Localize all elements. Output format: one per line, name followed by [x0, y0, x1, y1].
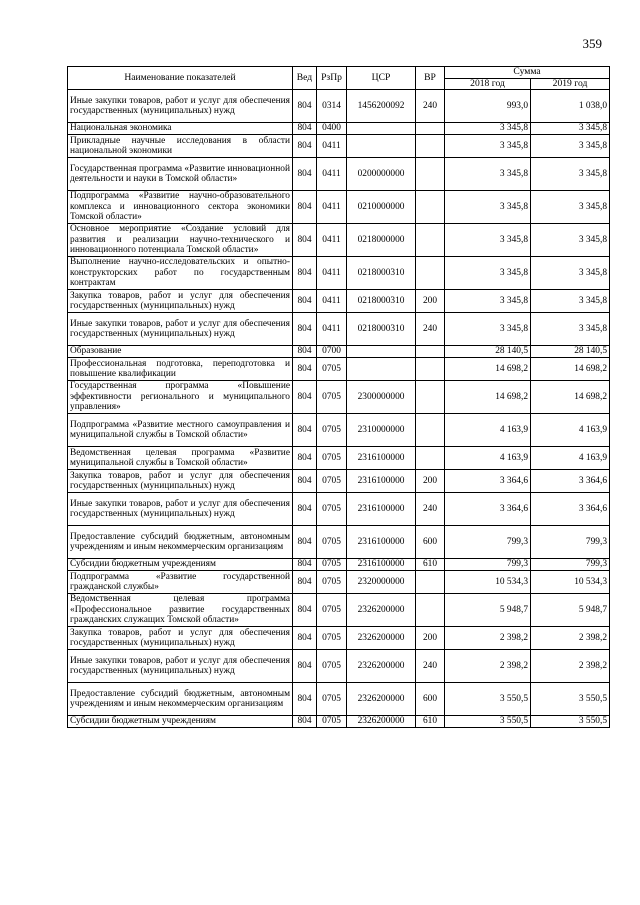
cell-2019: 3 345,8: [531, 158, 610, 191]
cell-2018: 993,0: [445, 90, 531, 123]
table-row: [68, 346, 610, 358]
cell-vr: 240: [416, 313, 445, 346]
cell-ved: 804: [293, 493, 317, 526]
table-row: [68, 716, 610, 728]
cell-vr: 600: [416, 526, 445, 559]
table-row: [68, 627, 610, 650]
cell-vr: 200: [416, 470, 445, 493]
cell-2019: 2 398,2: [531, 650, 610, 683]
cell-ved: 804: [293, 571, 317, 594]
cell-name: Субсидии бюджетным учреждениям: [68, 559, 293, 571]
budget-table: [67, 66, 610, 728]
cell-ved: 804: [293, 346, 317, 358]
cell-name: Закупка товаров, работ и услуг для обеспечения государственных (муниципальных) нужд: [68, 627, 293, 650]
cell-rzpr: 0705: [317, 470, 347, 493]
cell-csr: 2326200000: [347, 650, 416, 683]
table-row: [68, 135, 610, 158]
cell-2019: 5 948,7: [531, 594, 610, 627]
cell-rzpr: 0705: [317, 716, 347, 728]
cell-2018: 3 345,8: [445, 191, 531, 224]
cell-vr: 240: [416, 90, 445, 123]
cell-2018: 4 163,9: [445, 447, 531, 470]
cell-name: Субсидии бюджетным учреждениям: [68, 716, 293, 728]
cell-ved: 804: [293, 470, 317, 493]
header-vr: ВР: [416, 67, 445, 90]
header-year-2019: 2019 год: [531, 78, 610, 90]
cell-2019: 4 163,9: [531, 447, 610, 470]
cell-rzpr: 0705: [317, 683, 347, 716]
table-body: [68, 90, 610, 728]
cell-2018: 3 345,8: [445, 257, 531, 290]
cell-rzpr: 0705: [317, 447, 347, 470]
cell-name: Закупка товаров, работ и услуг для обеспечения государственных (муниципальных) нужд: [68, 290, 293, 313]
cell-2019: 3 345,8: [531, 191, 610, 224]
cell-rzpr: 0705: [317, 493, 347, 526]
cell-rzpr: 0411: [317, 158, 347, 191]
cell-ved: 804: [293, 135, 317, 158]
cell-2018: 799,3: [445, 526, 531, 559]
cell-name: Прикладные научные исследования в области национальной экономики: [68, 135, 293, 158]
cell-ved: 804: [293, 158, 317, 191]
header-csr: ЦСР: [347, 67, 416, 90]
cell-rzpr: 0700: [317, 346, 347, 358]
cell-name: Выполнение научно-исследовательских и опытно-конструкторских работ по государственным контрактам: [68, 257, 293, 290]
table-row: [68, 123, 610, 135]
cell-rzpr: 0705: [317, 526, 347, 559]
cell-csr: 1456200092: [347, 90, 416, 123]
cell-vr: [416, 191, 445, 224]
cell-name: Основное мероприятие «Создание условий для развития и реализации научно-технического и инновационного потенциала Томской области»: [68, 224, 293, 257]
table-row: [68, 650, 610, 683]
cell-name: Государственная программа «Развитие инновационной деятельности и науки в Томской области»: [68, 158, 293, 191]
cell-rzpr: 0705: [317, 594, 347, 627]
cell-vr: [416, 571, 445, 594]
table-row: [68, 594, 610, 627]
cell-rzpr: 0705: [317, 559, 347, 571]
cell-2019: 3 345,8: [531, 313, 610, 346]
cell-vr: [416, 224, 445, 257]
cell-name: Предоставление субсидий бюджетным, автономным учреждениям и иным некоммерческим организациям: [68, 683, 293, 716]
table-row: [68, 470, 610, 493]
cell-2019: 14 698,2: [531, 358, 610, 381]
cell-2018: 2 398,2: [445, 650, 531, 683]
cell-csr: 2316100000: [347, 526, 416, 559]
cell-vr: 610: [416, 716, 445, 728]
cell-csr: 2326200000: [347, 627, 416, 650]
cell-ved: 804: [293, 358, 317, 381]
cell-name: Образование: [68, 346, 293, 358]
cell-ved: 804: [293, 716, 317, 728]
cell-2019: 3 345,8: [531, 290, 610, 313]
cell-vr: [416, 135, 445, 158]
cell-rzpr: 0411: [317, 313, 347, 346]
cell-ved: 804: [293, 414, 317, 447]
cell-rzpr: 0411: [317, 290, 347, 313]
cell-ved: 804: [293, 313, 317, 346]
cell-2019: 3 550,5: [531, 683, 610, 716]
header-name: Наименование показателей: [68, 67, 293, 90]
cell-2018: 28 140,5: [445, 346, 531, 358]
cell-ved: 804: [293, 559, 317, 571]
table-row: [68, 158, 610, 191]
cell-rzpr: 0411: [317, 191, 347, 224]
cell-name: Ведомственная целевая программа «Развитие муниципальной службы в Томской области»: [68, 447, 293, 470]
table-row: [68, 493, 610, 526]
cell-rzpr: 0705: [317, 627, 347, 650]
header-ved: Вед: [293, 67, 317, 90]
table-row: [68, 447, 610, 470]
cell-vr: 600: [416, 683, 445, 716]
cell-2018: 5 948,7: [445, 594, 531, 627]
cell-2019: 28 140,5: [531, 346, 610, 358]
cell-vr: [416, 594, 445, 627]
cell-2018: 14 698,2: [445, 358, 531, 381]
cell-csr: 0200000000: [347, 158, 416, 191]
cell-csr: 2326200000: [347, 716, 416, 728]
table-row: [68, 290, 610, 313]
cell-ved: 804: [293, 123, 317, 135]
table-row: [68, 414, 610, 447]
cell-name: Подпрограмма «Развитие государственной гражданской службы»: [68, 571, 293, 594]
cell-vr: 240: [416, 650, 445, 683]
table-row: [68, 191, 610, 224]
cell-name: Ведомственная целевая программа «Профессиональное развитие государственных гражданских служащих Томской области»: [68, 594, 293, 627]
cell-2018: 3 345,8: [445, 290, 531, 313]
table-row: [68, 90, 610, 123]
cell-2019: 10 534,3: [531, 571, 610, 594]
cell-ved: 804: [293, 627, 317, 650]
table-header: [68, 67, 610, 90]
cell-2018: 3 345,8: [445, 158, 531, 191]
cell-csr: 0218000310: [347, 257, 416, 290]
cell-vr: [416, 257, 445, 290]
table-row: [68, 313, 610, 346]
cell-name: Государственная программа «Повышение эффективности регионального и муниципального управления»: [68, 381, 293, 414]
cell-rzpr: 0705: [317, 414, 347, 447]
header-rzpr: РзПр: [317, 67, 347, 90]
cell-vr: [416, 158, 445, 191]
cell-name: Иные закупки товаров, работ и услуг для обеспечения государственных (муниципальных) нужд: [68, 313, 293, 346]
cell-vr: [416, 123, 445, 135]
cell-csr: 2300000000: [347, 381, 416, 414]
cell-rzpr: 0705: [317, 381, 347, 414]
cell-2019: 3 345,8: [531, 135, 610, 158]
cell-csr: 2326200000: [347, 683, 416, 716]
cell-ved: 804: [293, 650, 317, 683]
cell-ved: 804: [293, 447, 317, 470]
cell-2018: 3 550,5: [445, 716, 531, 728]
cell-2019: 3 345,8: [531, 257, 610, 290]
cell-name: Иные закупки товаров, работ и услуг для обеспечения государственных (муниципальных) нужд: [68, 493, 293, 526]
cell-2018: 4 163,9: [445, 414, 531, 447]
cell-vr: 200: [416, 627, 445, 650]
table-row: [68, 526, 610, 559]
cell-2018: 14 698,2: [445, 381, 531, 414]
cell-name: Национальная экономика: [68, 123, 293, 135]
cell-rzpr: 0400: [317, 123, 347, 135]
table-row: [68, 559, 610, 571]
cell-csr: 0218000310: [347, 313, 416, 346]
cell-vr: 240: [416, 493, 445, 526]
cell-2019: 799,3: [531, 526, 610, 559]
cell-vr: [416, 414, 445, 447]
table-row: [68, 683, 610, 716]
cell-2018: 2 398,2: [445, 627, 531, 650]
cell-ved: 804: [293, 526, 317, 559]
cell-2018: 799,3: [445, 559, 531, 571]
cell-csr: 2316100000: [347, 447, 416, 470]
cell-csr: 0218000000: [347, 224, 416, 257]
cell-vr: 200: [416, 290, 445, 313]
cell-ved: 804: [293, 594, 317, 627]
cell-2019: 3 550,5: [531, 716, 610, 728]
cell-vr: 610: [416, 559, 445, 571]
cell-2019: 3 364,6: [531, 493, 610, 526]
cell-2019: 799,3: [531, 559, 610, 571]
cell-csr: 2316100000: [347, 493, 416, 526]
cell-csr: [347, 346, 416, 358]
cell-2018: 10 534,3: [445, 571, 531, 594]
cell-vr: [416, 447, 445, 470]
header-year-2018: 2018 год: [445, 78, 531, 90]
cell-2019: 1 038,0: [531, 90, 610, 123]
table-row: [68, 571, 610, 594]
cell-name: Предоставление субсидий бюджетным, автономным учреждениям и иным некоммерческим организациям: [68, 526, 293, 559]
cell-csr: [347, 358, 416, 381]
cell-ved: 804: [293, 224, 317, 257]
cell-2019: 4 163,9: [531, 414, 610, 447]
cell-csr: [347, 135, 416, 158]
cell-name: Иные закупки товаров, работ и услуг для обеспечения государственных (муниципальных) нужд: [68, 650, 293, 683]
table-row: [68, 224, 610, 257]
cell-csr: 0218000310: [347, 290, 416, 313]
cell-ved: 804: [293, 257, 317, 290]
cell-rzpr: 0314: [317, 90, 347, 123]
cell-rzpr: 0705: [317, 358, 347, 381]
cell-2019: 3 345,8: [531, 123, 610, 135]
table-row: [68, 358, 610, 381]
cell-2018: 3 550,5: [445, 683, 531, 716]
cell-ved: 804: [293, 90, 317, 123]
cell-rzpr: 0411: [317, 135, 347, 158]
cell-ved: 804: [293, 290, 317, 313]
cell-csr: 2316100000: [347, 559, 416, 571]
cell-rzpr: 0411: [317, 257, 347, 290]
cell-name: Закупка товаров, работ и услуг для обеспечения государственных (муниципальных) нужд: [68, 470, 293, 493]
cell-ved: 804: [293, 381, 317, 414]
cell-rzpr: 0411: [317, 224, 347, 257]
cell-2018: 3 345,8: [445, 224, 531, 257]
cell-name: Подпрограмма «Развитие научно-образовательного комплекса и инновационного сектора экономики Томской области»: [68, 191, 293, 224]
cell-vr: [416, 346, 445, 358]
cell-ved: 804: [293, 191, 317, 224]
cell-csr: 2326200000: [347, 594, 416, 627]
table-row: [68, 257, 610, 290]
cell-name: Профессиональная подготовка, переподготовка и повышение квалификации: [68, 358, 293, 381]
cell-ved: 804: [293, 683, 317, 716]
cell-2019: 3 345,8: [531, 224, 610, 257]
cell-name: Иные закупки товаров, работ и услуг для обеспечения государственных (муниципальных) нужд: [68, 90, 293, 123]
cell-vr: [416, 381, 445, 414]
cell-vr: [416, 358, 445, 381]
cell-2018: 3 345,8: [445, 313, 531, 346]
cell-2019: 3 364,6: [531, 470, 610, 493]
cell-name: Подпрограмма «Развитие местного самоуправления и муниципальной службы в Томской области»: [68, 414, 293, 447]
cell-rzpr: 0705: [317, 571, 347, 594]
cell-csr: 2316100000: [347, 470, 416, 493]
cell-2019: 2 398,2: [531, 627, 610, 650]
page-number: 359: [582, 36, 602, 51]
cell-csr: 2320000000: [347, 571, 416, 594]
cell-csr: 0210000000: [347, 191, 416, 224]
cell-2019: 14 698,2: [531, 381, 610, 414]
header-sum: Сумма: [445, 67, 610, 79]
cell-csr: 2310000000: [347, 414, 416, 447]
cell-2018: 3 345,8: [445, 135, 531, 158]
cell-csr: [347, 123, 416, 135]
cell-2018: 3 364,6: [445, 493, 531, 526]
cell-2018: 3 364,6: [445, 470, 531, 493]
table-row: [68, 381, 610, 414]
cell-2018: 3 345,8: [445, 123, 531, 135]
cell-rzpr: 0705: [317, 650, 347, 683]
